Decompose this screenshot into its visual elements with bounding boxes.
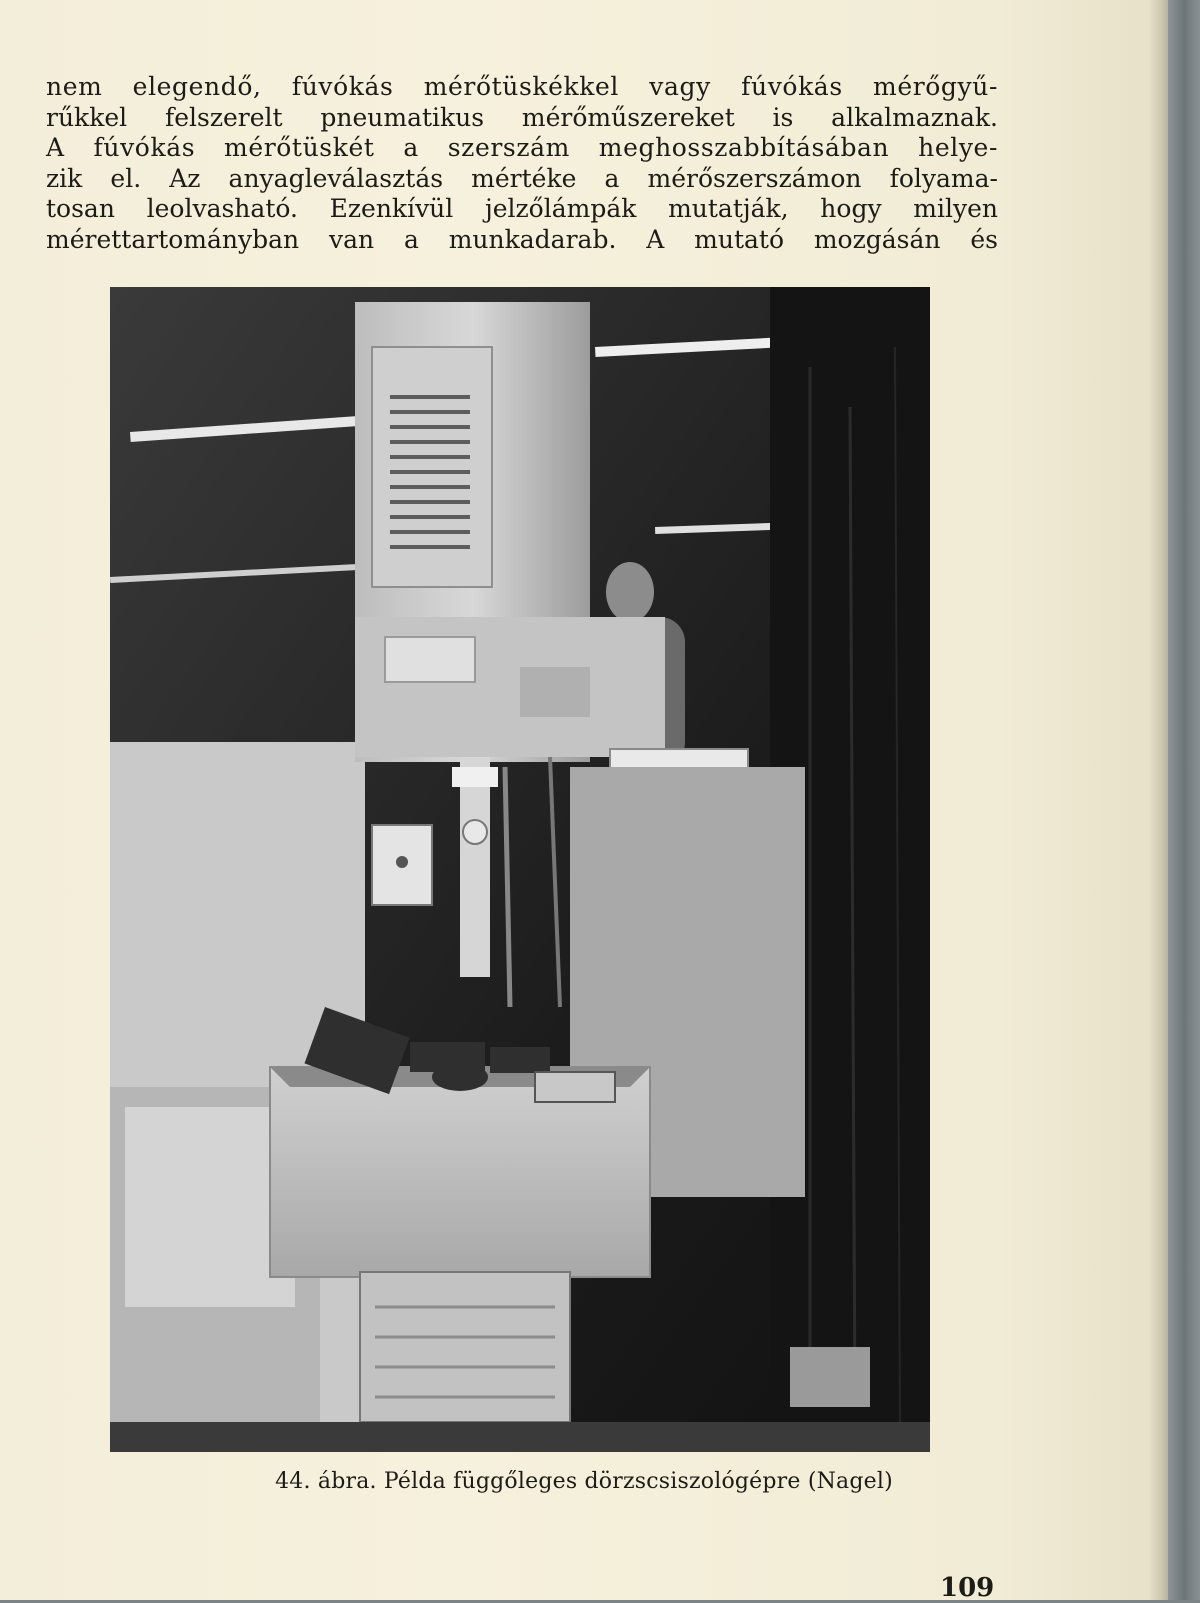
text-line: nem elegendő, fúvókás mérőtüskékkel vagy fúvókás mérőgyű- [46,72,998,101]
text-line: A fúvókás mérőtüskét a szerszám meghosszabbításában helye- [46,133,998,162]
text-line: tosan leolvasható. Ezenkívül jelzőlámpák mutatják, hogy milyen [46,194,998,223]
page-number: 109 [940,1573,995,1603]
text-line: zik el. Az anyagleválasztás mértéke a mérőszerszámon folyama- [46,163,998,193]
machine-photograph [110,287,930,1452]
text-line: rűkkel felszerelt pneumatikus mérőműszereket is alkalmaznak. [46,102,998,132]
book-spine [1168,0,1200,1600]
text-line: mérettartományban van a munkadarab. A mutató mozgásán és [46,224,998,254]
machine-photo-drawing [110,287,930,1452]
figure-caption: 44. ábra. Példa függőleges dörzscsiszológépre (Nagel) [275,1469,893,1494]
body-paragraph [46,72,998,255]
page-edge [1150,0,1168,1600]
